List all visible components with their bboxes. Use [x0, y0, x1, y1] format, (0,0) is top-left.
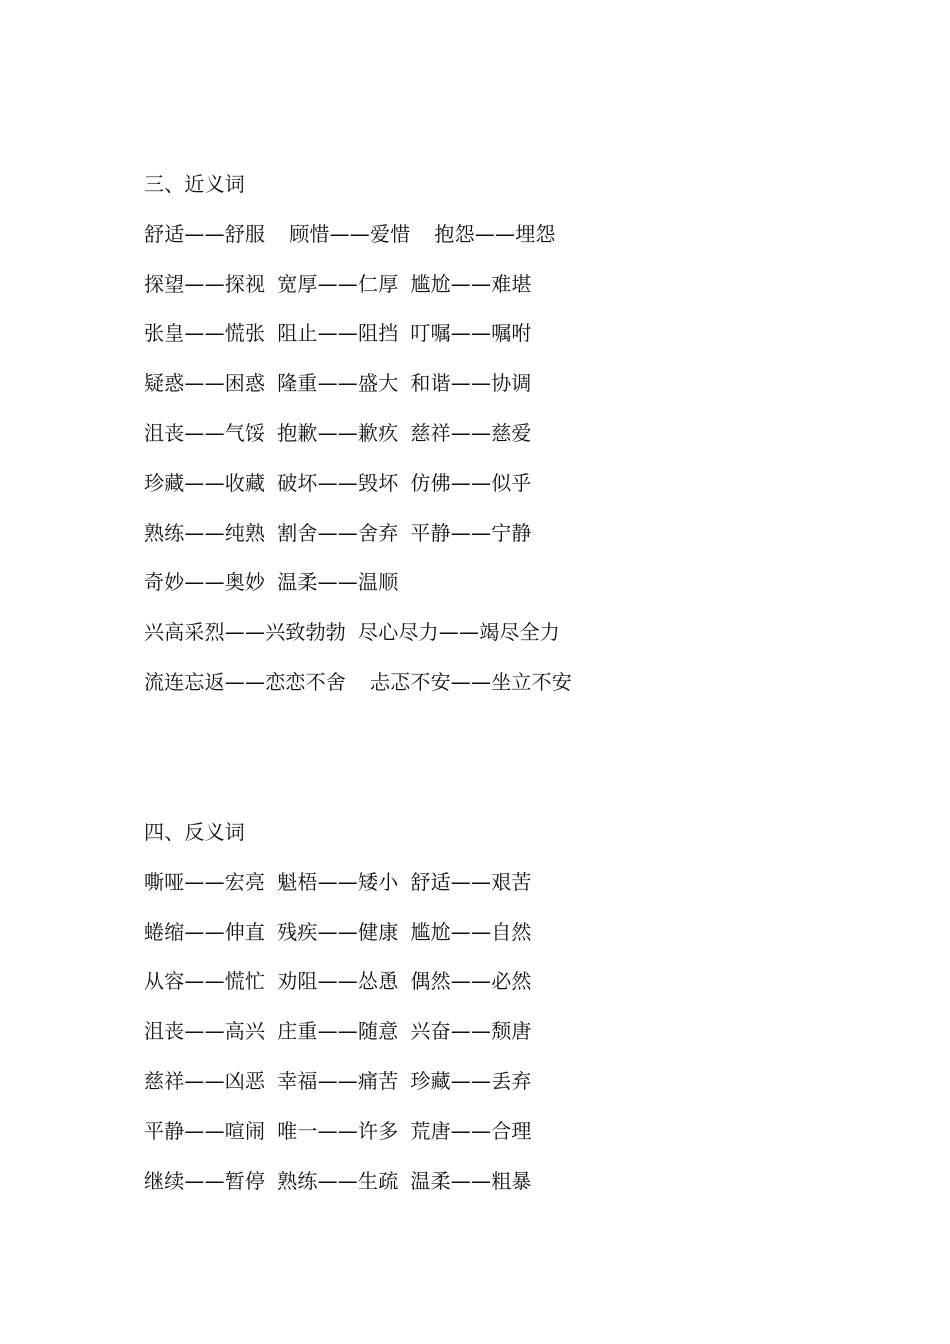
synonym-pair: 抱歉——歉疚	[277, 420, 399, 445]
synonym-pair: 探望——探视	[144, 271, 266, 296]
synonym-pair: 阻止——阻挡	[277, 321, 399, 346]
synonym-pair: 割舍——舍弃	[277, 520, 399, 545]
antonym-pair: 嘶哑——宏亮	[144, 869, 266, 894]
synonym-pair: 平静——宁静	[410, 520, 532, 545]
antonym-row	[144, 1114, 844, 1164]
synonym-pair: 奇妙——奥妙	[144, 570, 266, 595]
synonym-pair: 隆重——盛大	[277, 371, 399, 396]
synonym-row	[144, 416, 844, 466]
antonym-pair: 沮丧——高兴	[144, 1019, 266, 1044]
antonym-pair: 兴奋——颓唐	[410, 1019, 532, 1044]
synonyms-section	[144, 167, 844, 715]
antonym-pair: 唯一——许多	[277, 1118, 399, 1143]
antonym-row	[144, 915, 844, 965]
antonym-pair: 继续——暂停	[144, 1168, 266, 1193]
synonym-row	[144, 366, 844, 416]
synonym-pair: 张皇——慌张	[144, 321, 266, 346]
antonym-pair: 偶然——必然	[410, 969, 532, 994]
antonym-pair: 从容——慌忙	[144, 969, 266, 994]
antonym-pair: 庄重——随意	[277, 1019, 399, 1044]
synonym-pair: 破坏——毁坏	[277, 470, 399, 495]
synonym-pair: 抱怨——埋怨	[434, 221, 556, 246]
antonym-pair: 魁梧——矮小	[277, 869, 399, 894]
synonym-row	[144, 316, 844, 366]
synonym-pair: 宽厚——仁厚	[277, 271, 399, 296]
synonym-pair: 疑惑——困惑	[144, 371, 266, 396]
synonym-pair: 尴尬——难堪	[410, 271, 532, 296]
synonym-row	[144, 615, 844, 665]
synonym-row	[144, 516, 844, 566]
synonym-pair: 温柔——温顺	[277, 570, 399, 595]
antonym-pair: 尴尬——自然	[410, 919, 532, 944]
antonym-row	[144, 964, 844, 1014]
antonym-pair: 珍藏——丢弃	[410, 1068, 532, 1093]
synonym-pair: 流连忘返——恋恋不舍	[144, 669, 346, 694]
synonym-pair: 顾惜——爱惜	[289, 221, 411, 246]
antonyms-heading: 四、反义词	[144, 820, 245, 844]
synonyms-heading: 三、近义词	[144, 172, 245, 196]
synonym-row	[144, 665, 844, 715]
synonym-pair: 沮丧——气馁	[144, 420, 266, 445]
antonym-pair: 熟练——生疏	[277, 1168, 399, 1193]
synonym-pair: 叮嘱——嘱咐	[410, 321, 532, 346]
synonym-row	[144, 267, 844, 317]
antonym-pair: 蜷缩——伸直	[144, 919, 266, 944]
antonym-row	[144, 1064, 844, 1114]
antonym-pair: 幸福——痛苦	[277, 1068, 399, 1093]
antonym-row	[144, 1164, 844, 1214]
antonym-pair: 平静——喧闹	[144, 1118, 266, 1143]
synonym-pair: 和谐——协调	[410, 371, 532, 396]
synonym-pair: 熟练——纯熟	[144, 520, 266, 545]
synonym-row	[144, 217, 844, 267]
antonym-pair: 荒唐——合理	[410, 1118, 532, 1143]
synonym-pair: 慈祥——慈爱	[410, 420, 532, 445]
synonym-row	[144, 565, 844, 615]
synonym-pair: 舒适——舒服	[144, 221, 266, 246]
synonym-pair: 兴高采烈——兴致勃勃	[144, 620, 346, 645]
synonym-pair: 仿佛——似乎	[410, 470, 532, 495]
antonym-pair: 劝阻——怂恿	[277, 969, 399, 994]
synonym-pair: 珍藏——收藏	[144, 470, 266, 495]
antonym-pair: 温柔——粗暴	[410, 1168, 532, 1193]
antonym-pair: 慈祥——凶恶	[144, 1068, 266, 1093]
antonyms-section	[144, 815, 844, 1213]
synonym-row	[144, 466, 844, 516]
synonym-pair: 忐忑不安——坐立不安	[370, 669, 572, 694]
synonym-pair: 尽心尽力——竭尽全力	[358, 620, 560, 645]
antonym-row	[144, 1014, 844, 1064]
antonym-row	[144, 865, 844, 915]
antonym-pair: 舒适——艰苦	[410, 869, 532, 894]
antonym-pair: 残疾——健康	[277, 919, 399, 944]
